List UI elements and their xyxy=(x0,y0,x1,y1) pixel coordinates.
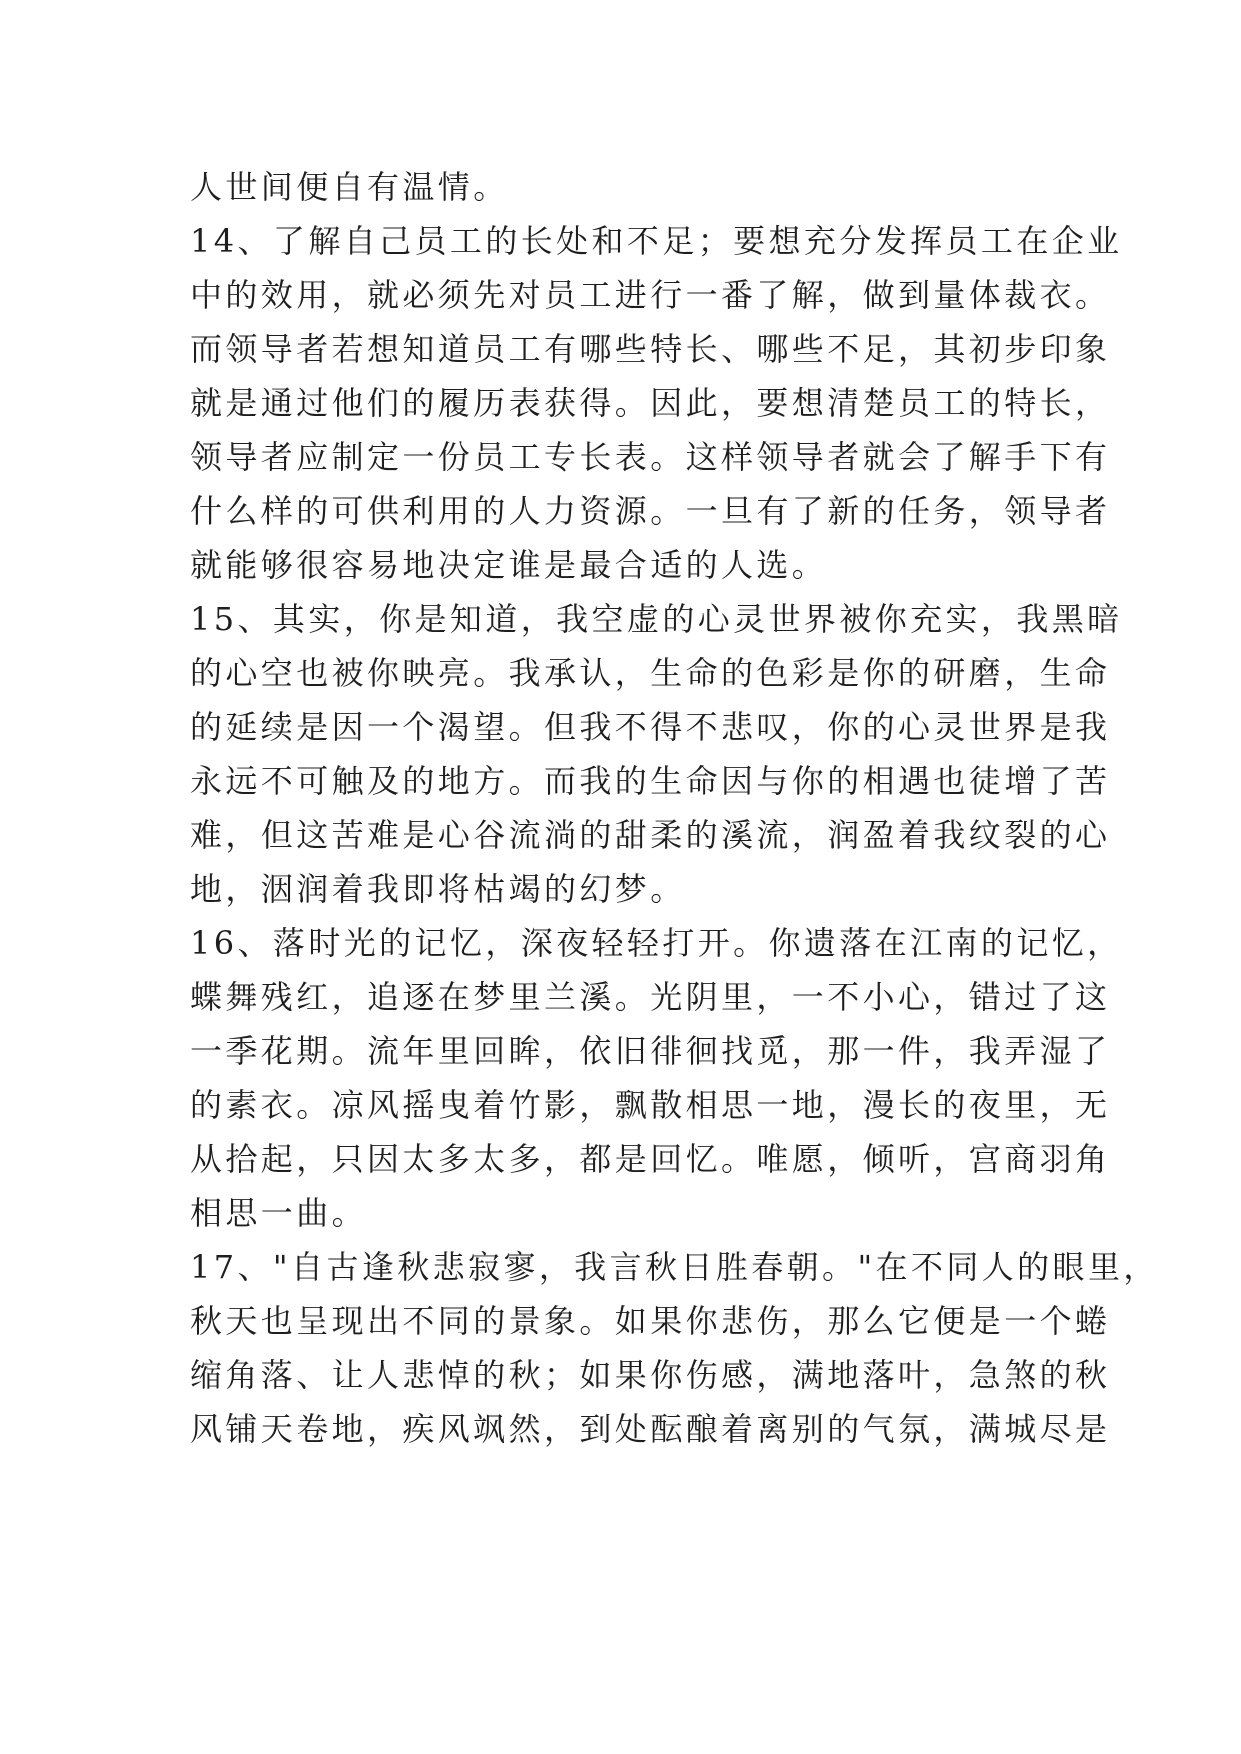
text-line: 17、"自古逢秋悲寂寥，我言秋日胜春朝。"在不同人的眼里， xyxy=(190,1248,1159,1286)
text-line: 就是通过他们的履历表获得。因此，要想清楚员工的特长， xyxy=(190,384,1111,422)
text-line: 的素衣。凉风摇曳着竹影，飘散相思一地，漫长的夜里，无 xyxy=(190,1086,1111,1124)
body-text xyxy=(190,160,1159,1456)
text-line: 15、其实，你是知道，我空虚的心灵世界被你充实，我黑暗 xyxy=(190,600,1123,638)
text-line: 蝶舞残红，追逐在梦里兰溪。光阴里，一不小心，错过了这 xyxy=(190,978,1111,1016)
text-line: 什么样的可供利用的人力资源。一旦有了新的任务，领导者 xyxy=(190,492,1111,530)
text-line: 而领导者若想知道员工有哪些特长、哪些不足，其初步印象 xyxy=(190,330,1111,368)
text-line: 16、落时光的记忆，深夜轻轻打开。你遗落在江南的记忆， xyxy=(190,924,1123,962)
text-line: 从拾起，只因太多太多，都是回忆。唯愿，倾听，宫商羽角 xyxy=(190,1140,1111,1178)
text-line: 秋天也呈现出不同的景象。如果你悲伤，那么它便是一个蜷 xyxy=(190,1302,1111,1340)
text-line: 相思一曲。 xyxy=(190,1194,368,1232)
text-line: 的延续是因一个渴望。但我不得不悲叹，你的心灵世界是我 xyxy=(190,708,1111,746)
text-line: 就能够很容易地决定谁是最合适的人选。 xyxy=(190,546,828,584)
text-line: 14、了解自己员工的长处和不足；要想充分发挥员工在企业 xyxy=(190,222,1123,260)
text-line: 难，但这苦难是心谷流淌的甜柔的溪流，润盈着我纹裂的心 xyxy=(190,816,1111,854)
text-line: 人世间便自有温情。 xyxy=(190,168,509,206)
text-line: 一季花期。流年里回眸，依旧徘徊找觅，那一件，我弄湿了 xyxy=(190,1032,1111,1070)
text-line: 中的效用，就必须先对员工进行一番了解，做到量体裁衣。 xyxy=(190,276,1111,314)
text-line: 风铺天卷地，疾风飒然，到处酝酿着离别的气氛，满城尽是 xyxy=(190,1410,1111,1448)
text-line: 的心空也被你映亮。我承认，生命的色彩是你的研磨，生命 xyxy=(190,654,1111,692)
text-line: 永远不可触及的地方。而我的生命因与你的相遇也徒增了苦 xyxy=(190,762,1111,800)
text-line: 地，洇润着我即将枯竭的幻梦。 xyxy=(190,870,686,908)
text-line: 领导者应制定一份员工专长表。这样领导者就会了解手下有 xyxy=(190,438,1111,476)
text-line: 缩角落、让人悲悼的秋；如果你伤感，满地落叶，急煞的秋 xyxy=(190,1356,1111,1394)
